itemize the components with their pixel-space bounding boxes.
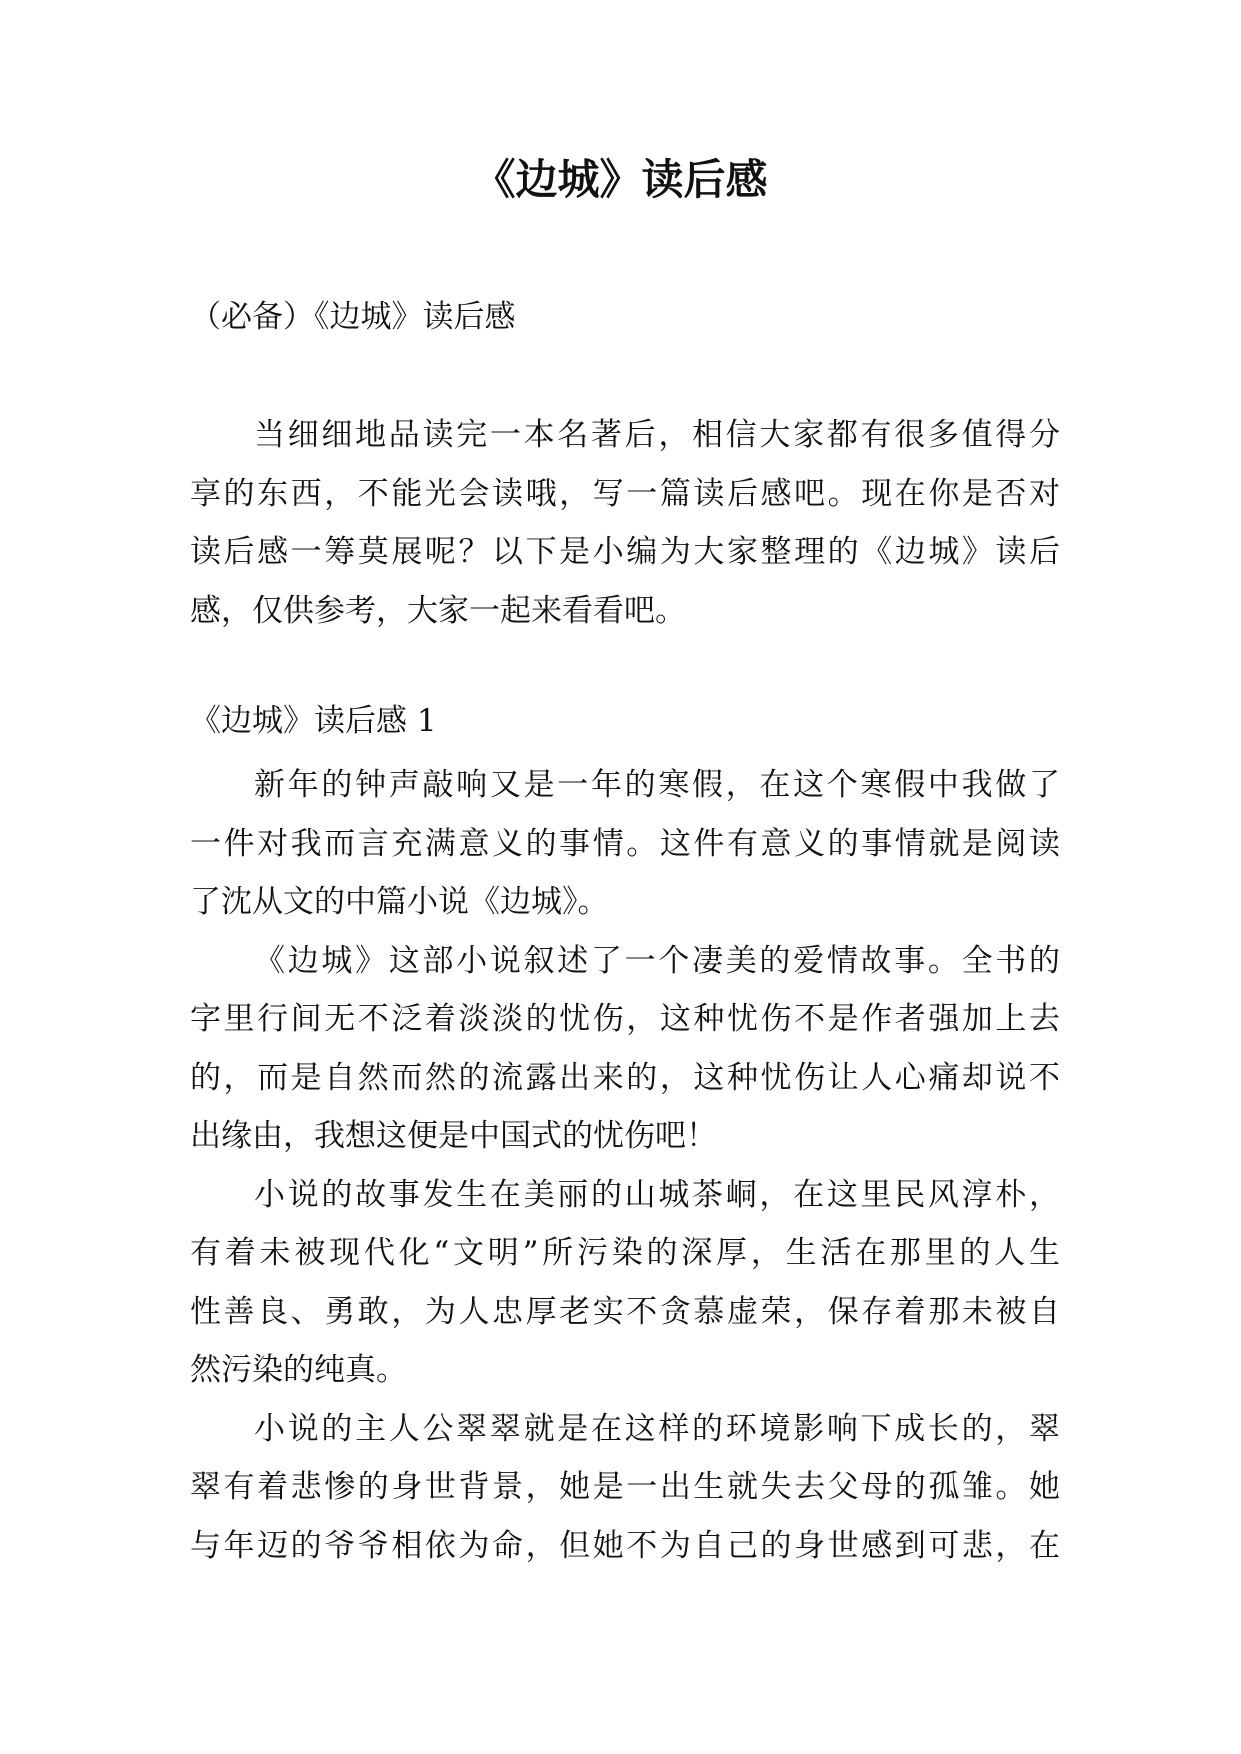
body-line: 的，而是自然而然的流露出来的，这种忧伤让人心痛却说不 (190, 1059, 1060, 1096)
body-line: 《边城》这部小说叙述了一个凄美的爱情故事。全书的 (254, 942, 1060, 979)
intro-line: 享的东西，不能光会读哦，写一篇读后感吧。现在你是否对 (190, 475, 1060, 512)
body-line: 一件对我而言充满意义的事情。这件有意义的事情就是阅读 (190, 825, 1060, 862)
body-line: 翠有着悲惨的身世背景，她是一出生就失去父母的孤雏。她 (190, 1469, 1060, 1505)
document-title: 《边城》读后感 (473, 155, 768, 204)
body-line: 与年迈的爷爷相依为命，但她不为自己的身世感到可悲，在 (190, 1527, 1060, 1564)
intro-line: 读后感一筹莫展呢？以下是小编为大家整理的《边城》读后 (190, 534, 1060, 570)
document-subtitle: （必备）《边城》读后感 (190, 299, 516, 335)
intro-line: 当细细地品读完一本名著后，相信大家都有很多值得分 (254, 417, 1060, 453)
body-line: 新年的钟声敲响又是一年的寒假，在这个寒假中我做了 (254, 767, 1060, 803)
body-line: 小说的故事发生在美丽的山城茶峒，在这里民风淳朴， (254, 1176, 1060, 1213)
intro-line: 感，仅供参考，大家一起来看看吧。 (190, 592, 686, 629)
section-heading: 《边城》读后感 1 (190, 703, 437, 739)
body-line: 出缘由，我想这便是中国式的忧伤吧！ (190, 1118, 717, 1154)
body-line: 小说的主人公翠翠就是在这样的环境影响下成长的，翠 (254, 1410, 1060, 1447)
body-line: 然污染的纯真。 (190, 1352, 407, 1388)
body-line: 字里行间无不泛着淡淡的忧伤，这种忧伤不是作者强加上去 (190, 1001, 1060, 1037)
body-line: 了沈从文的中篇小说《边城》。 (190, 884, 609, 920)
intro-paragraph (190, 406, 1060, 640)
body-line: 性善良、勇敢，为人忠厚老实不贪慕虚荣，保存着那未被自 (190, 1293, 1060, 1330)
body-text (190, 756, 1060, 1575)
body-line: 有着未被现代化“文明”所污染的深厚，生活在那里的人生 (190, 1235, 1060, 1271)
